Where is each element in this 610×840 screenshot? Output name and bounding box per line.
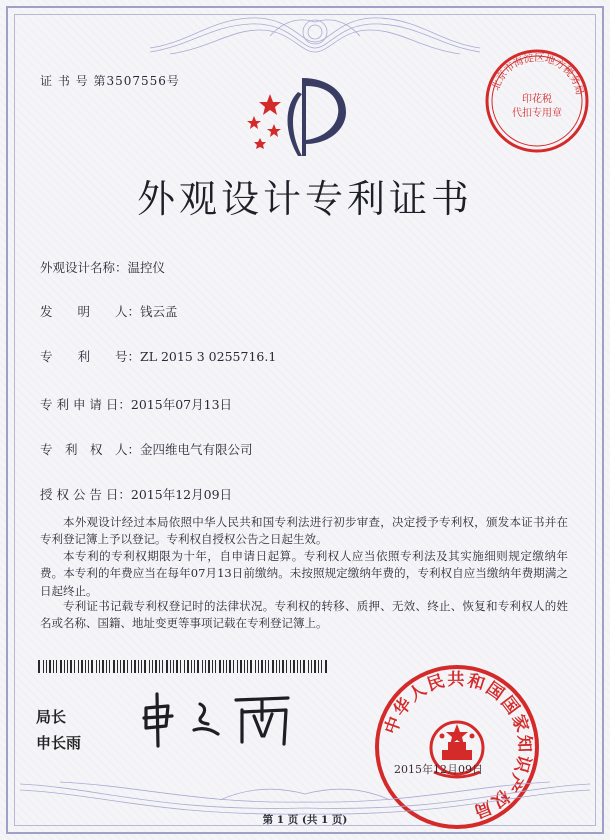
stamp-duty-seal-ring-text: 北京市海淀区地方税务局: [490, 52, 585, 97]
stamp-duty-seal: [482, 46, 592, 156]
field-design-name: [40, 258, 165, 276]
field-patentee: [40, 440, 253, 458]
director-name: 申长雨: [36, 734, 82, 752]
barcode: [38, 660, 328, 673]
seal-date: 2015年12月09日: [394, 763, 483, 776]
field-application-date: [40, 395, 232, 413]
paragraph-grant: 本外观设计经过本局依照中华人民共和国专利法进行初步审查，决定授予专利权，颁发本证书并在专利登记簿上予以登记。专利权自授权公告之日起生效。: [40, 515, 568, 547]
field-value: 温控仪: [127, 260, 166, 275]
director-title: 局长: [36, 708, 67, 726]
field-label: 专 利 号：: [40, 349, 141, 364]
patent-office-logo-icon: [240, 72, 350, 162]
field-label: 发 明 人：: [40, 304, 141, 319]
field-label: 外观设计名称：: [40, 260, 128, 275]
field-patent-number: [40, 347, 276, 365]
field-label: 专 利 权 人：: [40, 442, 141, 457]
stamp-duty-seal-line2: 代扣专用章: [512, 108, 562, 119]
field-grant-date: [40, 485, 232, 503]
field-label: 专 利 申 请 日：: [40, 397, 131, 412]
field-value: 2015年12月09日: [130, 487, 233, 502]
certificate-title: 外观设计专利证书: [136, 177, 473, 221]
page-number: 第 1 页 (共 1 页): [262, 814, 348, 826]
svg-text:北京市海淀区地方税务局: [490, 51, 586, 96]
stamp-duty-seal-line1: 印花税: [522, 94, 552, 105]
certificate-number: 证 书 号 第3507556号: [40, 74, 180, 88]
field-value: ZL 2015 3 0255716.1: [140, 349, 277, 364]
field-value: 钱云孟: [140, 304, 178, 319]
paragraph-legal-status: 专利证书记载专利权登记时的法律状况。专利权的转移、质押、无效、终止、恢复和专利权人的姓名或名称、国籍、地址变更等事项记载在专利登记簿上。: [40, 599, 568, 631]
paragraph-term: 本专利的专利权期限为十年，自申请日起算。专利权人应当依照专利法及其实施细则规定缴纳年费。本专利的年费应当在每年07月13日前缴纳。未按照规定缴纳年费的，专利权自应当缴纳年费期满之日起终止。: [40, 549, 568, 598]
field-inventor: [40, 302, 178, 320]
field-value: 2015年07月13日: [130, 397, 233, 412]
field-value: 金四维电气有限公司: [140, 442, 253, 457]
director-signature: [138, 690, 298, 750]
patent-office-seal-ring-text: 中华人民共和国国家知识产权局: [381, 669, 535, 823]
field-label: 授 权 公 告 日：: [40, 487, 131, 502]
guilloche-ornament-top: [150, 12, 480, 56]
